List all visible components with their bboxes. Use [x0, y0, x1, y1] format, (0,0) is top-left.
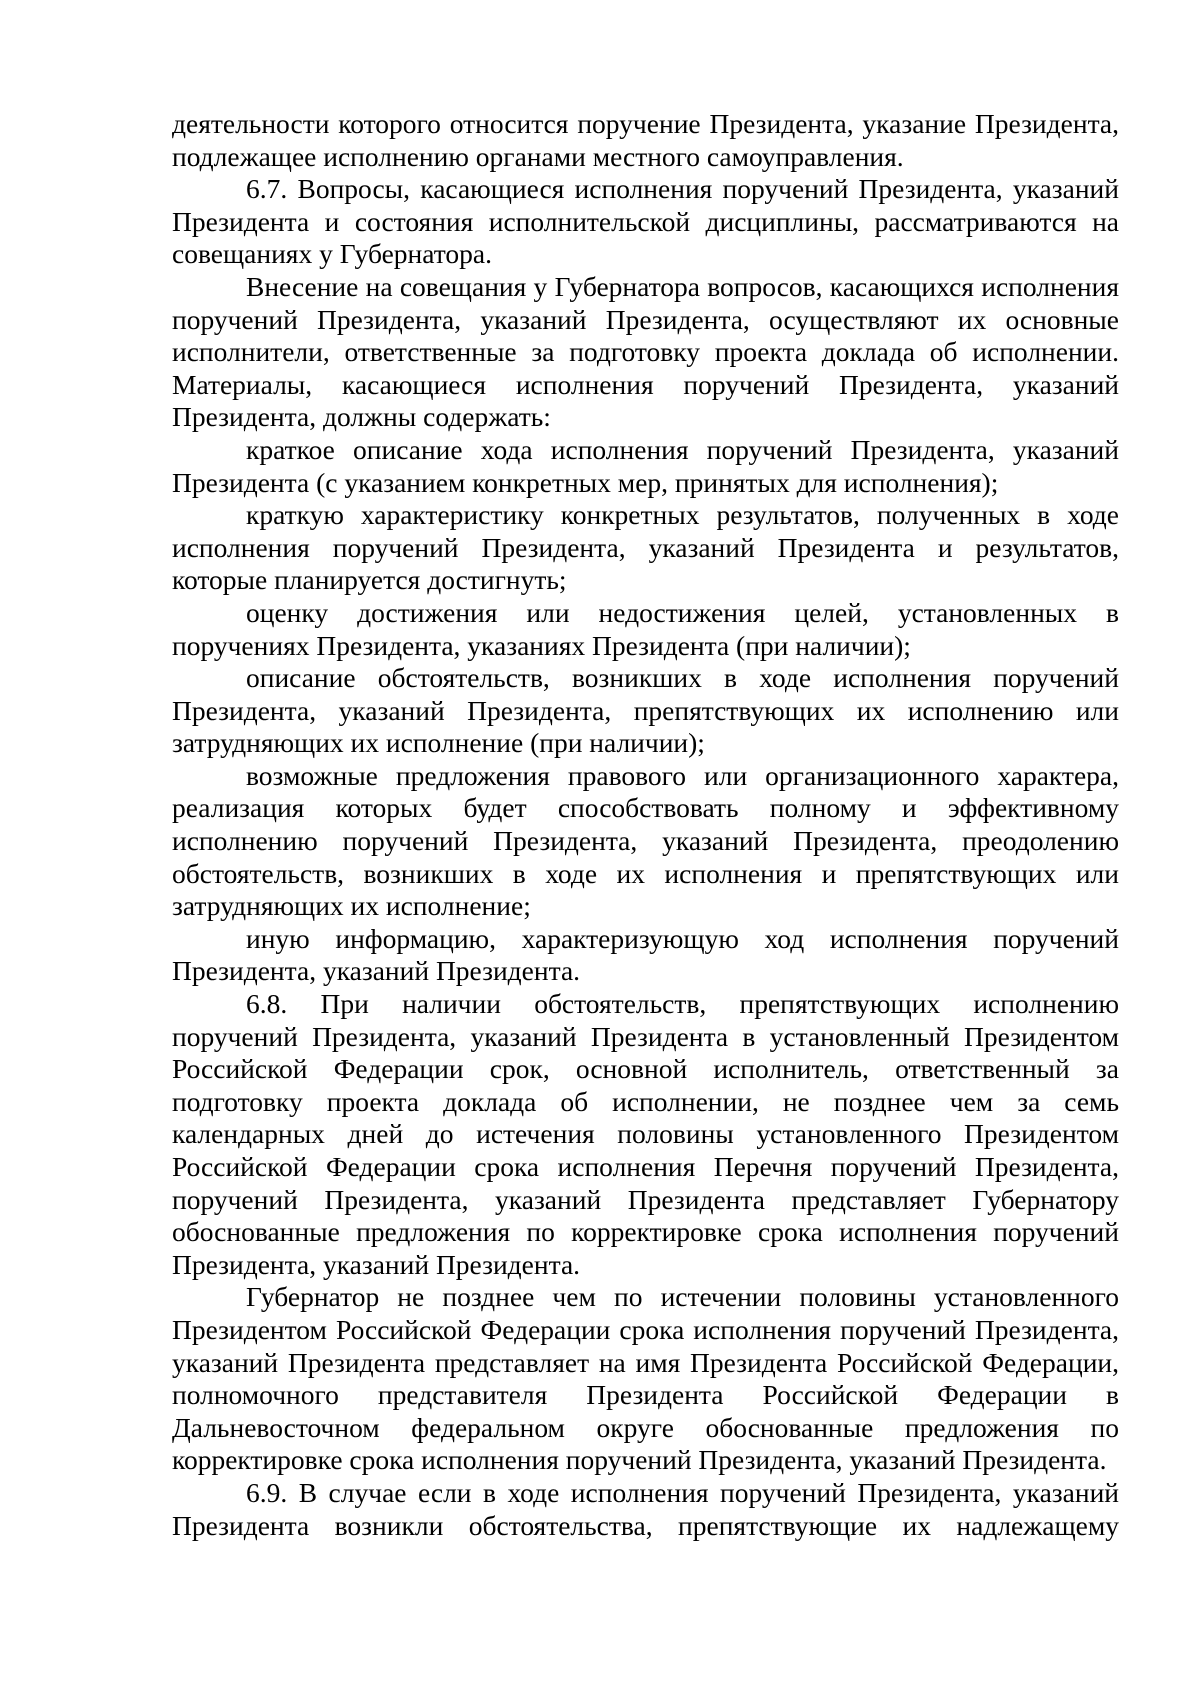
paragraph-6-8: 6.8. При наличии обстоятельств, препятствующих исполнению поручений Президента, указаний Президента в установленный Президентом Российской Федерации срок, основной исполнитель, ответственный за подготовку проекта доклада об исполнении, не позднее чем за семь календарных дней до истечения половины установленного Президентом Российской Федерации срока исполнения Перечня поручений Президента, поручений Президента, указаний Президента представляет Губернатору обоснованные предложения по корректировке срока исполнения поручений Президента, указаний Президента. — [172, 988, 1119, 1280]
paragraph-governor-proposals: Губернатор не позднее чем по истечении половины установленного Президентом Российской Федерации срока исполнения поручений Президента, указаний Президента представляет на имя Президента Российской Федерации, полномочного представителя Президента Российской Федерации в Дальневосточном федеральном округе обоснованные предложения по корректировке срока исполнения поручений Президента, указаний Президента. — [172, 1281, 1119, 1476]
list-item-proposals: возможные предложения правового или организационного характера, реализация которых будет способствовать полному и эффективному исполнению поручений Президента, указаний Президента, преодолению обстоятельств, возникших в ходе их исполнения и препятствующих или затрудняющих их исполнение; — [172, 759, 1119, 922]
paragraph-continuation: деятельности которого относится поручение Президента, указание Президента, подлежащее исполнению органами местного самоуправления. — [172, 108, 1119, 172]
document-page — [172, 108, 1119, 1542]
list-item-obstacles-description: описание обстоятельств, возникших в ходе исполнения поручений Президента, указаний Президента, препятствующих их исполнению или затрудняющих их исполнение (при наличии); — [172, 662, 1119, 759]
paragraph-6-9: 6.9. В случае если в ходе исполнения поручений Президента, указаний Президента возникли обстоятельства, препятствующие их надлежащему — [172, 1476, 1119, 1541]
paragraph-agenda-submission: Внесение на совещания у Губернатора вопросов, касающихся исполнения поручений Президента, указаний Президента, осуществляют их основные исполнители, ответственные за подготовку проекта доклада об исполнении. Материалы, касающиеся исполнения поручений Президента, указаний Президента, должны содержать: — [172, 270, 1119, 433]
list-item-goal-assessment: оценку достижения или недостижения целей, установленных в поручениях Президента, указаниях Президента (при наличии); — [172, 596, 1119, 661]
paragraph-6-7: 6.7. Вопросы, касающиеся исполнения поручений Президента, указаний Президента и состояния исполнительской дисциплины, рассматриваются на совещаниях у Губернатора. — [172, 173, 1119, 270]
list-item-results-characteristics: краткую характеристику конкретных результатов, полученных в ходе исполнения поручений Президента, указаний Президента и результатов, которые планируется достигнуть; — [172, 499, 1119, 596]
list-item-other-information: иную информацию, характеризующую ход исполнения поручений Президента, указаний Президента. — [172, 922, 1119, 987]
list-item-progress-description: краткое описание хода исполнения поручений Президента, указаний Президента (с указанием конкретных мер, принятых для исполнения); — [172, 433, 1119, 498]
